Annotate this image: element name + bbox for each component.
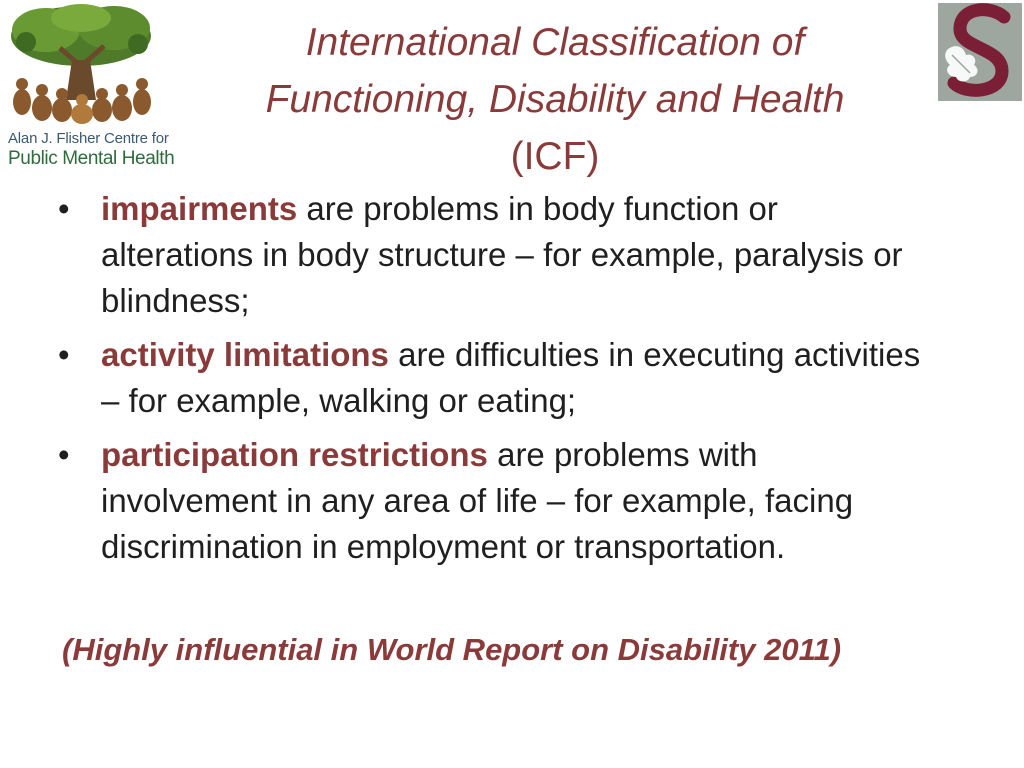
university-crest <box>938 3 1022 101</box>
title-line-2: Functioning, Disability and Health <box>265 78 845 121</box>
bullet-item <box>58 332 938 424</box>
footnote: (Highly influential in World Report on Disability 2011) <box>62 632 842 667</box>
tree-people-logo-icon <box>6 2 156 124</box>
bullet-text: are difficulties in executing activities – for example, walking or eating; <box>101 336 921 419</box>
slide-title <box>210 14 900 185</box>
bullet-term: impairments <box>101 190 298 227</box>
title-line-3: (ICF) <box>510 135 600 178</box>
bullet-dot-icon: • <box>58 190 70 227</box>
university-crest-icon <box>938 3 1022 101</box>
bullet-text: are problems in body function or alterations in body structure – for example, paralysis or blindness; <box>101 190 903 319</box>
bullet-list <box>58 186 938 578</box>
bullet-text: are problems with involvement in any area of life – for example, facing discrimination in employment or transportation. <box>101 436 854 565</box>
bullet-term: activity limitations <box>101 336 389 373</box>
bullet-dot-icon: • <box>58 436 70 473</box>
centre-logo <box>2 2 198 172</box>
bullet-term: participation restrictions <box>101 436 488 473</box>
logo-centre-subtitle: Public Mental Health <box>8 148 175 169</box>
bullet-item <box>58 186 938 324</box>
title-line-1: International Classification of <box>305 21 805 64</box>
logo-centre-name: Alan J. Flisher Centre for <box>8 130 169 147</box>
bullet-dot-icon: • <box>58 336 70 373</box>
bullet-item <box>58 432 938 570</box>
